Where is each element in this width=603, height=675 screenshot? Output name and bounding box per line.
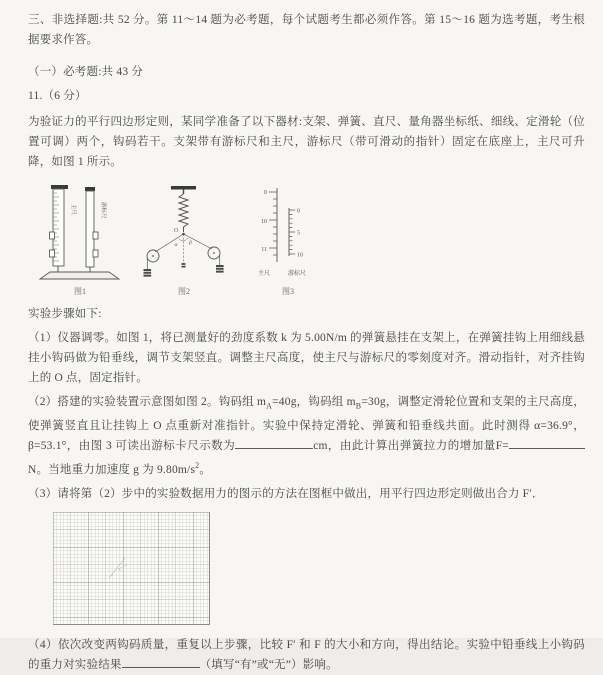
step-2-text-5: N。当地重力加速度 g 为 9.80m/s	[28, 464, 196, 477]
step-2	[28, 392, 585, 480]
step-4-text-2: （填写“有”或“无”）影响。	[199, 659, 338, 672]
section-header: 三、非选择题:共 52 分。第 11～14 题为必考题，每个试题考生都必须作答。第 15～16 题为选考题，考生根据要求作答。	[28, 14, 585, 46]
stand-diagram	[36, 182, 124, 286]
figures-row	[36, 178, 585, 296]
figure-3-vernier	[244, 182, 332, 296]
vernier-scale-label: 游标尺	[100, 202, 106, 219]
figure-1-caption: 图1	[74, 287, 86, 296]
vernier-tick-10: 10	[297, 252, 303, 259]
main-tick-10: 10	[261, 219, 267, 225]
vernier-scale-caption: 游标尺	[288, 271, 307, 277]
step-4	[28, 635, 585, 675]
subscript-b: B	[355, 401, 362, 411]
vernier-detail-diagram	[244, 182, 332, 286]
figure-2-caption: 图2	[178, 287, 190, 296]
step-4-text-1: （4）依次改变两钩码质量，重复以上步骤，比较 F′ 和 F 的大小和方向，得出结论。实验中铅垂线上小钩码的重力对实验结果	[28, 639, 585, 672]
question-number: 11.（6 分）	[28, 90, 87, 102]
vernier-tick-5: 5	[297, 230, 300, 237]
main-tick-11: 11	[261, 247, 267, 253]
step-3: （3）请将第（2）步中的实验数据用力的图示的方法在图框中做出，用平行四边形定则做出合力 F′．	[28, 488, 544, 501]
main-scale-label: 主尺	[70, 204, 76, 216]
part-header: （一）必考题:共 43 分	[28, 66, 144, 78]
blank-gravity-effect	[122, 656, 200, 668]
angle-alpha-label: α	[174, 242, 178, 248]
pencil-sketch	[105, 548, 139, 582]
vernier-tick-0: 0	[297, 208, 300, 215]
step-2-text-4: cm，由此计算出弹簧拉力的增加量F=	[313, 440, 509, 453]
point-o-label: O	[174, 228, 179, 234]
step-1: （1）仪器调零。如图 1，将已测量好的劲度系数 k 为 5.00N/m 的弹簧悬挂在支架上，在弹簧挂钩上用细线悬挂小钩码做为铅垂线，调节支架竖直。调整主尺高度，使主尺与游标尺的零刻度对齐。滑动指针，对齐挂钩上的 O 点，固定指针。	[28, 332, 585, 384]
answer-grid-figure	[53, 512, 210, 625]
main-tick-0: 0	[264, 190, 267, 196]
figure-2-apparatus	[140, 182, 228, 296]
blank-force-increase	[509, 437, 585, 449]
subscript-a: A	[266, 401, 273, 411]
superscript-2: 2	[195, 461, 200, 471]
step-2-text-2: =40g，钩码组 m	[272, 396, 356, 408]
main-scale-caption: 主尺	[258, 271, 271, 277]
steps-heading: 实验步骤如下:	[28, 308, 102, 320]
step-2-text-6: 。	[199, 464, 212, 477]
question-intro: 为验证力的平行四边形定则，某同学准备了以下器材:支架、弹簧、直尺、量角器坐标纸、细线、定滑轮（位置可调）两个，钩码若干。支架带有游标尺和主尺，游标尺（带可滑动的指针）固定在底座上，主尺可升降，如图 1 所示。	[28, 116, 585, 168]
step-2-text-1: （2）搭建的实验装置示意图如图 2。钩码组 m	[28, 396, 267, 408]
blank-vernier-reading	[235, 437, 313, 449]
figure-1-stand	[36, 182, 124, 296]
figure-3-caption: 图3	[282, 287, 294, 296]
step-2-text-3: =30g，调整定滑轮位置和支架的主尺高度，使弹簧竖直且让挂钩上 O 点重新对准指针。实验中保持定滑轮、弹簧和铅垂线共面。此时测得 α=36.9°，β=53.1°，由图 3 可读出游标卡尺示数为	[28, 396, 585, 453]
spring-pulley-diagram	[140, 182, 228, 286]
angle-beta-label: β	[189, 240, 192, 246]
